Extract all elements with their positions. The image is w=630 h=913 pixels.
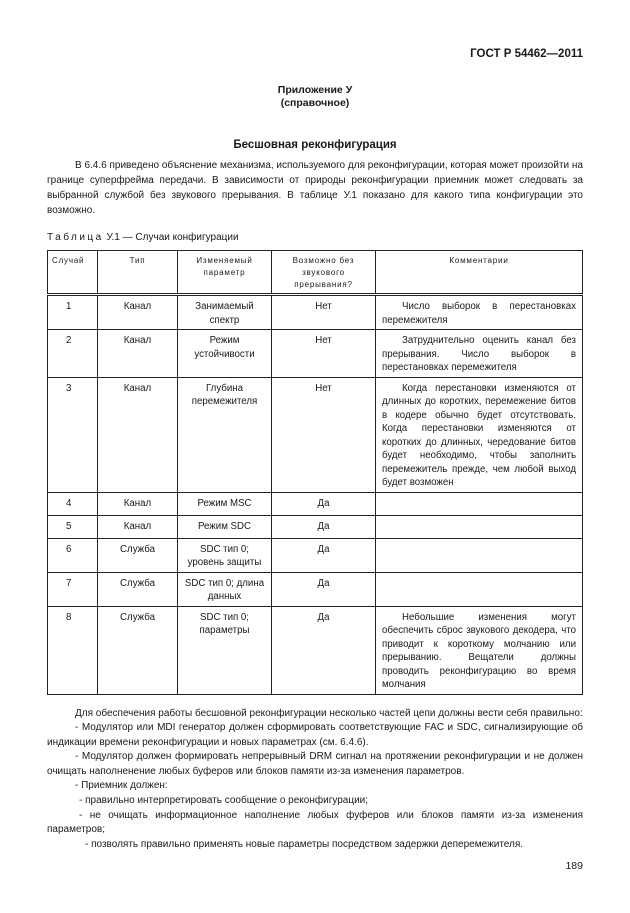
comment-cell: Число выборок в перестановках перемежителя xyxy=(376,295,583,330)
comment-cell xyxy=(376,515,583,538)
page-number: 189 xyxy=(565,860,583,873)
case-cell: 2 xyxy=(48,330,98,378)
type-cell: Служба xyxy=(98,606,178,694)
type-cell: Служба xyxy=(98,572,178,606)
table-row xyxy=(48,538,583,572)
receiver-requirement: - не очищать информационное наполнение любых фуферов или блоков памяти из-за изменения параметров; xyxy=(47,809,583,836)
table-header-row xyxy=(48,251,583,295)
table-row xyxy=(48,377,583,492)
requirement-item: - Приемник должен: xyxy=(75,780,168,792)
possible-cell: Да xyxy=(272,492,376,515)
type-cell: Канал xyxy=(98,295,178,330)
param-cell: Режим MSC xyxy=(178,492,272,515)
comment-cell: Небольшие изменения могут обеспечить сброс звукового декодера, что приводит к короткому молчанию или прерыванию. Вещатели должны проводить реконфигурацию во время молчания xyxy=(376,606,583,694)
header-type: Тип xyxy=(98,251,178,295)
table-row xyxy=(48,492,583,515)
requirement-item: - Модулятор или MDI генератор должен сформировать соответствующие FAC и SDC, сигнализирующие об индикации времени реконфигурации и новых параметрах (см. 6.4.6). xyxy=(47,722,583,748)
param-cell: Режим SDC xyxy=(178,515,272,538)
comment-cell xyxy=(376,492,583,515)
possible-cell: Нет xyxy=(272,377,376,492)
case-cell: 8 xyxy=(48,606,98,694)
receiver-requirement: - позволять правильно применять новые параметры посредством задержки деперемежителя. xyxy=(85,838,524,850)
possible-cell: Нет xyxy=(272,330,376,378)
type-cell: Канал xyxy=(98,330,178,378)
requirement-item: - Модулятор должен формировать непрерывный DRM сигнал на протяжении реконфигурации и не должен очищать наполненение любых буферов или блоков памяти из-за изменения параметров. xyxy=(47,751,583,777)
section-heading: Бесшовная реконфигурация xyxy=(233,139,397,151)
appendix-subtitle: (справочное) xyxy=(280,97,350,109)
type-cell: Канал xyxy=(98,377,178,492)
configuration-cases-table xyxy=(47,250,583,695)
case-cell: 3 xyxy=(48,377,98,492)
type-cell: Канал xyxy=(98,515,178,538)
comment-cell: Когда перестановки изменяются от длинных до коротких, перемежение битов в кодере обычно будет отсутствовать. Когда перестановки изменяются от коротких до длинных, чередование битов будет необходимо, чтобы заполнить перемежитель прежде, чем любой выход будет возможен xyxy=(376,377,583,492)
comment-cell xyxy=(376,572,583,606)
param-cell: Режим устойчивости xyxy=(178,330,272,378)
appendix-title: Приложение У xyxy=(277,84,353,96)
appendix-title-block xyxy=(0,84,630,110)
type-cell: Канал xyxy=(98,492,178,515)
table-row xyxy=(48,330,583,378)
comment-cell xyxy=(376,538,583,572)
type-cell: Служба xyxy=(98,538,178,572)
table-row xyxy=(48,606,583,694)
receiver-requirement: - правильно интерпретировать сообщение о реконфигурации; xyxy=(79,795,369,807)
requirements-intro: Для обеспечения работы бесшовной реконфигурации несколько частей цепи должны вести себя правильно: xyxy=(75,707,583,719)
param-cell: SDC тип 0; уровень защиты xyxy=(178,538,272,572)
page-body xyxy=(47,158,583,873)
intro-paragraph xyxy=(47,158,583,218)
possible-cell: Нет xyxy=(272,295,376,330)
header-param: Изменяемый параметр xyxy=(178,251,272,295)
table-caption xyxy=(47,231,583,244)
table-row xyxy=(48,572,583,606)
case-cell: 5 xyxy=(48,515,98,538)
case-cell: 4 xyxy=(48,492,98,515)
param-cell: Занимаемый спектр xyxy=(178,295,272,330)
requirements-text xyxy=(47,707,583,853)
possible-cell: Да xyxy=(272,538,376,572)
table-caption-prefix: Таблица xyxy=(47,232,104,243)
case-cell: 6 xyxy=(48,538,98,572)
table-row xyxy=(48,295,583,330)
case-cell: 1 xyxy=(48,295,98,330)
header-case: Случай xyxy=(48,251,98,295)
standard-number: ГОСТ Р 54462—2011 xyxy=(470,48,583,60)
possible-cell: Да xyxy=(272,606,376,694)
header-possible: Возможно без звукового прерывания? xyxy=(272,251,376,295)
possible-cell: Да xyxy=(272,515,376,538)
param-cell: SDC тип 0; параметры xyxy=(178,606,272,694)
param-cell: SDC тип 0; длина данных xyxy=(178,572,272,606)
table-caption-text: У.1 — Случаи конфигурации xyxy=(106,232,239,243)
comment-cell: Затруднительно оценить канал без прерывания. Число выборок в перестановках перемежителя xyxy=(376,330,583,378)
case-cell: 7 xyxy=(48,572,98,606)
table-row xyxy=(48,515,583,538)
header-comment: Комментарии xyxy=(376,251,583,295)
param-cell: Глубина перемежителя xyxy=(178,377,272,492)
possible-cell: Да xyxy=(272,572,376,606)
intro-text: В 6.4.6 приведено объяснение механизма, используемого для реконфигурации, которая может произойти на границе суперфрейма передачи. В зависимости от природы реконфигурации приемник может следовать за выбранной службой без звукового прерывания. В таблице У.1 показано для какого типа конфигурации это возможно. xyxy=(47,160,583,216)
